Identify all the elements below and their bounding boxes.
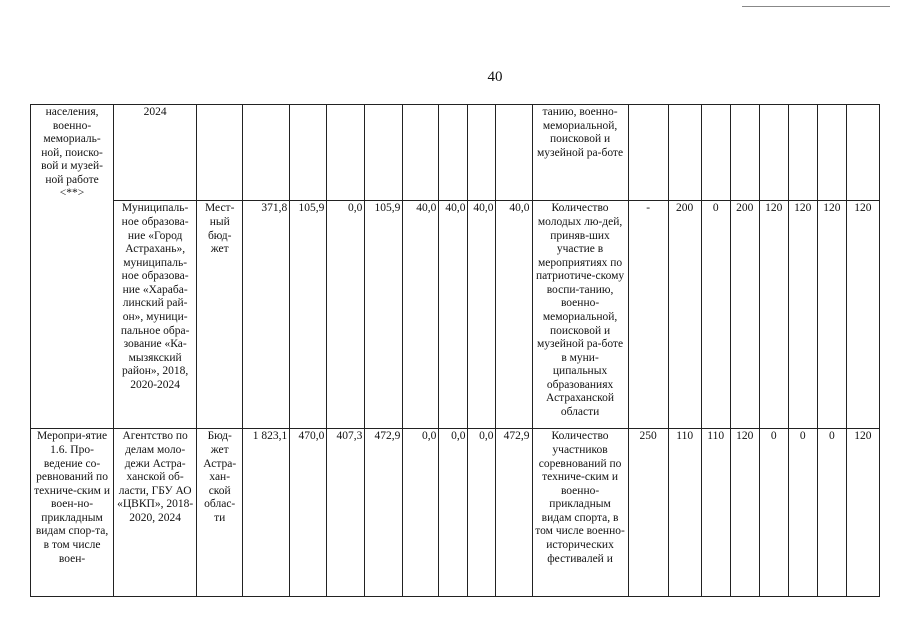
- value-cell: 105,9: [290, 201, 327, 429]
- target-cell: [701, 105, 730, 201]
- value-cell: 40,0: [403, 201, 439, 429]
- value-cell: 105,9: [365, 201, 403, 429]
- target-cell: [730, 105, 759, 201]
- value-cell: [243, 105, 290, 201]
- value-cell: 40,0: [468, 201, 496, 429]
- source-cell: Мест-ный бюд-жет: [197, 201, 243, 429]
- value-cell: 472,9: [365, 429, 403, 597]
- target-cell: [817, 105, 846, 201]
- value-cell: 0,0: [327, 201, 365, 429]
- value-cell: 472,9: [496, 429, 532, 597]
- target-cell: [846, 105, 879, 201]
- value-cell: [468, 105, 496, 201]
- target-cell: 0: [817, 429, 846, 597]
- target-cell: 0: [788, 429, 817, 597]
- value-cell: 40,0: [496, 201, 532, 429]
- table-row: [31, 201, 880, 429]
- table-row: [31, 105, 880, 201]
- source-cell: Бюд-жет Астра-хан-ской облас-ти: [197, 429, 243, 597]
- value-cell: 407,3: [327, 429, 365, 597]
- target-cell: 0: [759, 429, 788, 597]
- program-table: [30, 104, 880, 597]
- top-rule: [742, 6, 890, 7]
- target-cell: 120: [788, 201, 817, 429]
- target-cell: [668, 105, 701, 201]
- executor-cell: Агентство по делам моло-дежи Астра-ханской об-ласти, ГБУ АО «ЦВКП», 2018-2020, 2024: [114, 429, 197, 597]
- target-cell: 120: [730, 429, 759, 597]
- target-cell: [788, 105, 817, 201]
- value-cell: 1 823,1: [243, 429, 290, 597]
- executor-cell: 2024: [114, 105, 197, 201]
- event-cell: населения, военно-мемориаль-ной, поиско-вой и музей-ной работе <**>: [31, 105, 114, 201]
- target-cell: 200: [730, 201, 759, 429]
- event-cell: Меропри-ятие 1.6. Про-ведение со-ревнований по техниче-ским и воен-но-прикладным видам спор-та, в том числе воен-: [31, 429, 114, 597]
- target-cell: 250: [628, 429, 668, 597]
- page-number: 40: [487, 69, 503, 85]
- value-cell: [439, 105, 468, 201]
- indicator-cell: Количество участников соревнований по техниче-ским и военно-прикладным видам спорта, в том числе военно-исторических фестивалей и: [532, 429, 628, 597]
- target-cell: 120: [817, 201, 846, 429]
- indicator-cell: танию, военно-мемориальной, поисковой и музейной ра-боте: [532, 105, 628, 201]
- target-cell: 120: [759, 201, 788, 429]
- value-cell: 470,0: [290, 429, 327, 597]
- value-cell: [290, 105, 327, 201]
- source-cell: [197, 105, 243, 201]
- value-cell: 0,0: [468, 429, 496, 597]
- value-cell: [403, 105, 439, 201]
- target-cell: 110: [701, 429, 730, 597]
- target-cell: 120: [846, 201, 879, 429]
- value-cell: [496, 105, 532, 201]
- value-cell: 40,0: [439, 201, 468, 429]
- table-row: [31, 429, 880, 597]
- target-cell: 0: [701, 201, 730, 429]
- executor-cell: Муниципаль-ное образова-ние «Город Астрахань», муниципаль-ное образова-ние «Харабa-линский рай-он», муници-пальное обра-зование «Ка-мызякский район», 2018, 2020-2024: [114, 201, 197, 429]
- target-cell: -: [628, 201, 668, 429]
- target-cell: 120: [846, 429, 879, 597]
- indicator-cell: Количество молодых лю-дей, приняв-ших участие в мероприятиях по патриотиче-скому воспи-танию, военно-мемориальной, поисковой и музейной ра-боте в муни-ципальных образованиях Астраханской области: [532, 201, 628, 429]
- value-cell: 0,0: [403, 429, 439, 597]
- target-cell: [628, 105, 668, 201]
- target-cell: [759, 105, 788, 201]
- event-cell: [31, 201, 114, 429]
- target-cell: 110: [668, 429, 701, 597]
- value-cell: [327, 105, 365, 201]
- value-cell: [365, 105, 403, 201]
- value-cell: 0,0: [439, 429, 468, 597]
- value-cell: 371,8: [243, 201, 290, 429]
- target-cell: 200: [668, 201, 701, 429]
